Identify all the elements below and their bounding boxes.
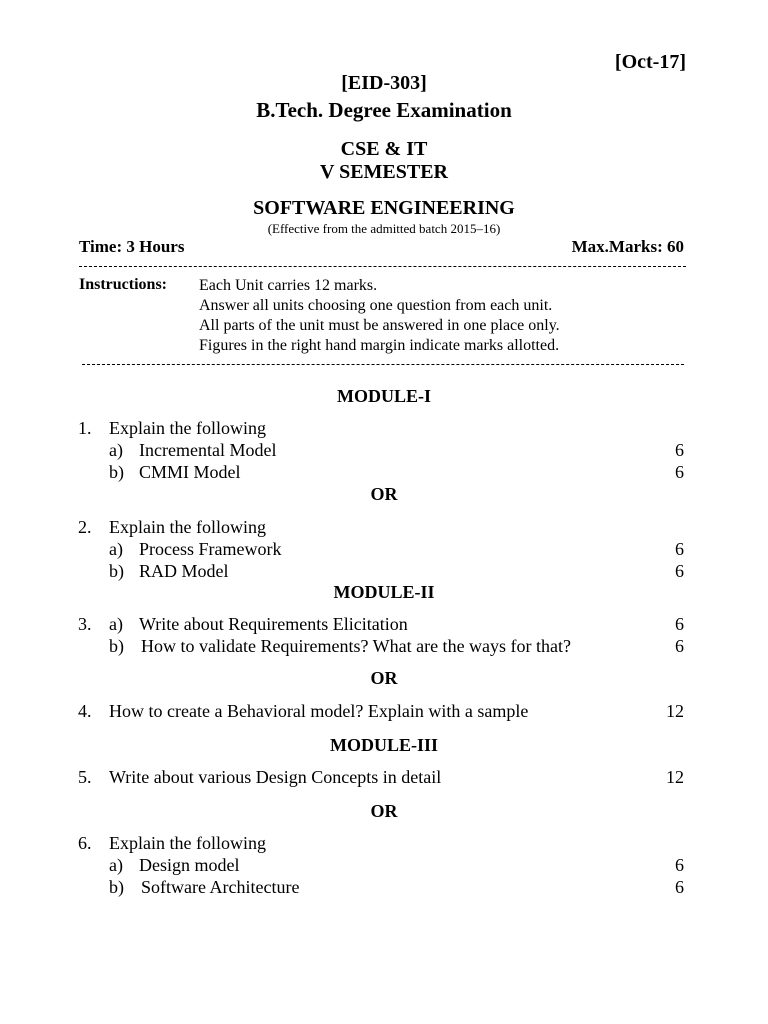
- branch: CSE & IT: [340, 138, 428, 160]
- instruction-line: All parts of the unit must be answered in one place only.: [199, 317, 560, 334]
- or-separator: OR: [370, 484, 398, 504]
- exam-session: [Oct-17]: [614, 51, 686, 73]
- part-label: b): [109, 877, 124, 897]
- part-marks: 6: [675, 440, 684, 460]
- instruction-line: Answer all units choosing one question from each unit.: [199, 297, 553, 314]
- question-number: 2.: [78, 517, 92, 537]
- part-text: RAD Model: [139, 561, 229, 581]
- module-heading: MODULE-II: [333, 582, 435, 602]
- part-text: Design model: [139, 855, 240, 875]
- divider-bottom: [82, 364, 684, 365]
- question-number: 3.: [78, 614, 92, 634]
- part-text: How to validate Requirements? What are the ways for that?: [141, 636, 572, 656]
- module-heading: MODULE-III: [329, 735, 438, 755]
- effective-note: (Effective from the admitted batch 2015–16): [267, 221, 501, 236]
- part-label: a): [109, 614, 123, 634]
- part-marks: 6: [675, 877, 684, 897]
- part-label: b): [109, 561, 124, 581]
- part-label: a): [109, 855, 123, 875]
- part-marks: 6: [675, 855, 684, 875]
- divider-top: [79, 266, 686, 267]
- part-text: CMMI Model: [139, 462, 241, 482]
- part-marks: 6: [675, 614, 684, 634]
- part-marks: 6: [675, 636, 684, 656]
- question-number: 4.: [78, 701, 92, 721]
- question-number: 1.: [78, 418, 92, 438]
- part-text: Software Architecture: [141, 877, 300, 897]
- part-marks: 6: [675, 539, 684, 559]
- question-text: Explain the following: [109, 418, 266, 438]
- question-text: Explain the following: [109, 833, 266, 853]
- question-marks: 12: [666, 767, 684, 787]
- part-text: Incremental Model: [139, 440, 277, 460]
- part-label: a): [109, 440, 123, 460]
- part-label: b): [109, 636, 124, 656]
- part-marks: 6: [675, 561, 684, 581]
- part-marks: 6: [675, 462, 684, 482]
- instruction-line: Figures in the right hand margin indicate marks allotted.: [199, 337, 560, 354]
- question-number: 6.: [78, 833, 92, 853]
- instruction-line: Each Unit carries 12 marks.: [199, 277, 378, 294]
- max-marks: Max.Marks: 60: [571, 237, 684, 256]
- time-allowed: Time: 3 Hours: [79, 237, 185, 256]
- paper-code: [EID-303]: [341, 72, 427, 94]
- question-marks: 12: [666, 701, 684, 721]
- question-text: Write about various Design Concepts in detail: [109, 767, 442, 787]
- instructions-label: Instructions:: [79, 276, 168, 293]
- question-text: Explain the following: [109, 517, 266, 537]
- exam-title: B.Tech. Degree Examination: [256, 98, 512, 122]
- part-text: Process Framework: [139, 539, 282, 559]
- or-separator: OR: [370, 801, 398, 821]
- module-heading: MODULE-I: [337, 386, 431, 406]
- question-text: How to create a Behavioral model? Explain with a sample: [109, 701, 529, 721]
- or-separator: OR: [370, 668, 398, 688]
- semester: V SEMESTER: [319, 161, 448, 183]
- part-text: Write about Requirements Elicitation: [139, 614, 408, 634]
- question-number: 5.: [78, 767, 92, 787]
- subject-title: SOFTWARE ENGINEERING: [253, 197, 515, 219]
- part-label: a): [109, 539, 123, 559]
- part-label: b): [109, 462, 124, 482]
